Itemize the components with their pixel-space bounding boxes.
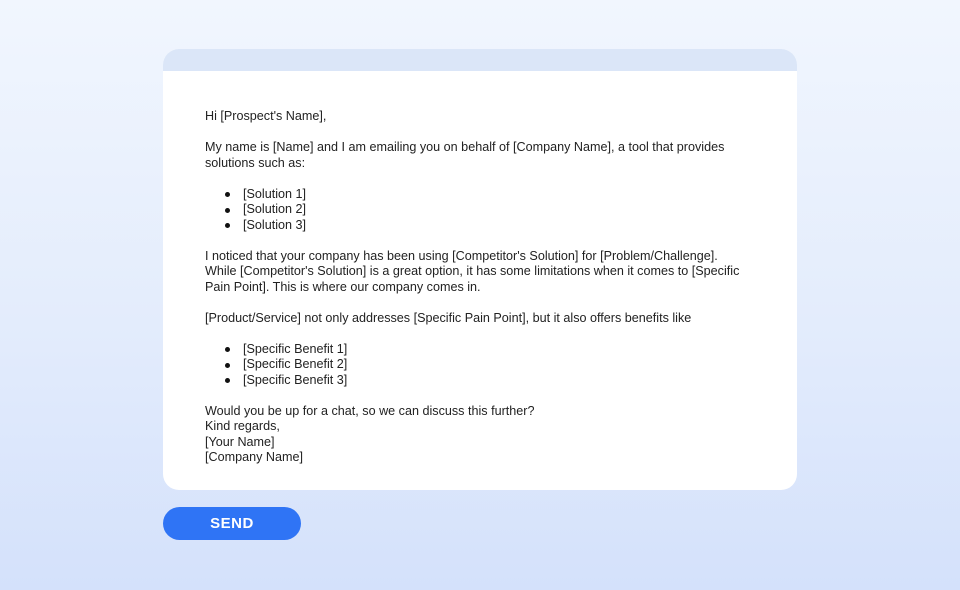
card-header-bar [163, 49, 797, 71]
list-item: [Solution 2] [225, 202, 755, 218]
list-item: [Solution 1] [225, 187, 755, 203]
email-closing-question: Would you be up for a chat, so we can discuss this further? [205, 403, 535, 418]
email-problem-line-1: I noticed that your company has been using [Competitor's Solution] for [Problem/Challenge]. [205, 248, 718, 263]
list-item: [Solution 3] [225, 218, 755, 234]
benefits-list [205, 342, 755, 389]
list-item: [Specific Benefit 1] [225, 342, 755, 358]
list-item: [Specific Benefit 3] [225, 373, 755, 389]
email-intro-line-1: My name is [Name] and I am emailing you on behalf of [Company Name], a tool that provides [205, 140, 725, 154]
email-body[interactable] [163, 71, 797, 466]
list-item: [Specific Benefit 2] [225, 357, 755, 373]
send-button[interactable]: SEND [163, 507, 301, 540]
solutions-list [205, 187, 755, 234]
email-greeting: Hi [Prospect's Name], [205, 109, 327, 123]
email-problem-line-3: Pain Point]. This is where our company comes in. [205, 279, 481, 294]
email-intro-line-2: solutions such as: [205, 155, 306, 170]
email-problem-line-2: While [Competitor's Solution] is a great option, it has some limitations when it comes to [Specific [205, 264, 740, 278]
email-company-name: [Company Name] [205, 450, 303, 464]
email-product-line: [Product/Service] not only addresses [Specific Pain Point], but it also offers benefits like [205, 310, 692, 325]
email-card [163, 49, 797, 490]
email-signoff: Kind regards, [205, 419, 280, 433]
email-your-name: [Your Name] [205, 434, 275, 449]
